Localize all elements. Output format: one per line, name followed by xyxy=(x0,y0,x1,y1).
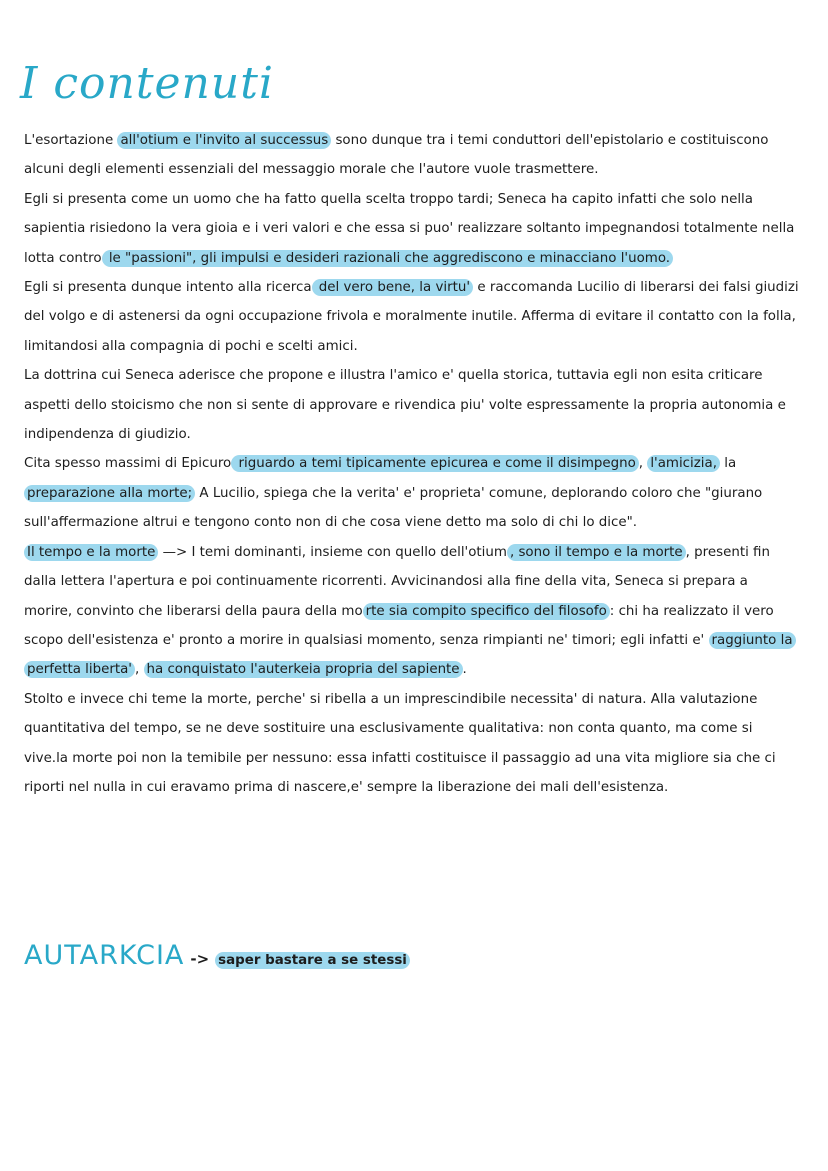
text-segment: la xyxy=(719,456,737,472)
highlighted-text: rte sia compito specifico del filosofo xyxy=(363,603,610,620)
definition-line xyxy=(24,940,410,971)
paragraph xyxy=(24,126,800,185)
highlighted-text: all'otium e l'invito al successus xyxy=(117,132,331,149)
paragraph xyxy=(24,185,800,273)
page-title: I contenuti xyxy=(20,58,274,109)
text-segment: , xyxy=(134,662,144,678)
paragraph xyxy=(24,449,800,537)
text-segment: sono dunque tra i temi conduttori dell'epistolario e costituiscono alcuni degli elementi essenziali del messaggio morale che l'autore vuole trasmettere. xyxy=(24,133,769,178)
text-segment: L'esortazione xyxy=(24,133,118,148)
highlighted-text: l'amicizia, xyxy=(647,455,720,472)
term-heading: AUTARKCIA xyxy=(24,940,185,971)
text-segment: , xyxy=(638,456,648,472)
highlighted-text: , sono il tempo e la morte xyxy=(507,544,686,561)
highlighted-text: riguardo a temi tipicamente epicurea e come il disimpegno xyxy=(231,455,639,472)
text-segment: : chi ha realizzato il vero scopo dell'esistenza e' pronto a morire in qualsiasi momento, senza rimpianti ne' timori; egli infatti e' xyxy=(24,603,774,648)
text-segment: —> I temi dominanti, insieme con quello dell'otium xyxy=(158,544,507,560)
paragraph xyxy=(24,273,800,361)
text-segment: , presenti fin dalla lettera l'apertura e poi continuamente ricorrenti. Avvicinandosi alla fine della vita, Seneca si prepara a morire, convinto che liberarsi della paura della mo xyxy=(24,544,770,619)
paragraph xyxy=(24,361,800,449)
highlighted-text: le "passioni", gli impulsi e desideri razionali che aggrediscono e minacciano l'uomo. xyxy=(102,250,673,267)
highlighted-text: Il tempo e la morte xyxy=(24,544,158,561)
text-segment: . xyxy=(462,662,467,678)
notes-body xyxy=(24,126,800,802)
paragraph xyxy=(24,538,800,685)
text-segment: Stolto e invece chi teme la morte, perche' si ribella a un imprescindibile necessita' di natura. Alla valutazione quantitativa del tempo, se ne deve sostituire una esclusivamente qualitativa: non conta quanto, ma come si vive.la morte poi non la temibile per nessuno: essa infatti costituisce il passaggio ad una vita migliore sia che ci riporti nel nulla in cui eravamo prima di nascere,e' sempre la liberazione dei mali dell'esistenza. xyxy=(24,691,776,795)
highlighted-text: raggiunto la perfetta liberta' xyxy=(24,632,796,678)
paragraph xyxy=(24,685,800,803)
term-definition: saper bastare a se stessi xyxy=(215,952,410,969)
text-segment: La dottrina cui Seneca aderisce che propone e illustra l'amico e' quella storica, tuttavia egli non esita criticare aspetti dello stoicismo che non si sente di approvare e rivendica piu' volte espressamente la propria autonomia e indipendenza di giudizio. xyxy=(24,368,786,443)
text-segment: A Lucilio, spiega che la verita' e' proprieta' comune, deplorando coloro che "giurano sull'affermazione altrui e tengono conto non di che cosa viene detto ma solo di chi lo dice". xyxy=(24,485,763,531)
text-segment: e raccomanda Lucilio di liberarsi dei falsi giudizi del volgo e di astenersi da ogni occupazione frivola e moralmente inutile. Afferma di evitare il contatto con la folla, limitandosi alla compagnia di pochi e scelti amici. xyxy=(24,280,799,354)
text-segment: Egli si presenta dunque intento alla ricerca xyxy=(24,280,312,296)
highlighted-text: preparazione alla morte; xyxy=(24,485,195,502)
highlighted-text: ha conquistato l'auterkeia propria del sapiente xyxy=(144,661,463,678)
arrow-icon: -> xyxy=(190,950,210,968)
text-segment: Egli si presenta come un uomo che ha fatto quella scelta troppo tardi; Seneca ha capito infatti che solo nella sapientia risiedono la vera gioia e i veri valori e che essa si puo' realizzare soltanto impegnandosi totalmente nella lotta contro xyxy=(24,191,795,266)
highlighted-text: del vero bene, la virtu' xyxy=(312,279,474,296)
text-segment: Cita spesso massimi di Epicuro xyxy=(24,456,232,472)
